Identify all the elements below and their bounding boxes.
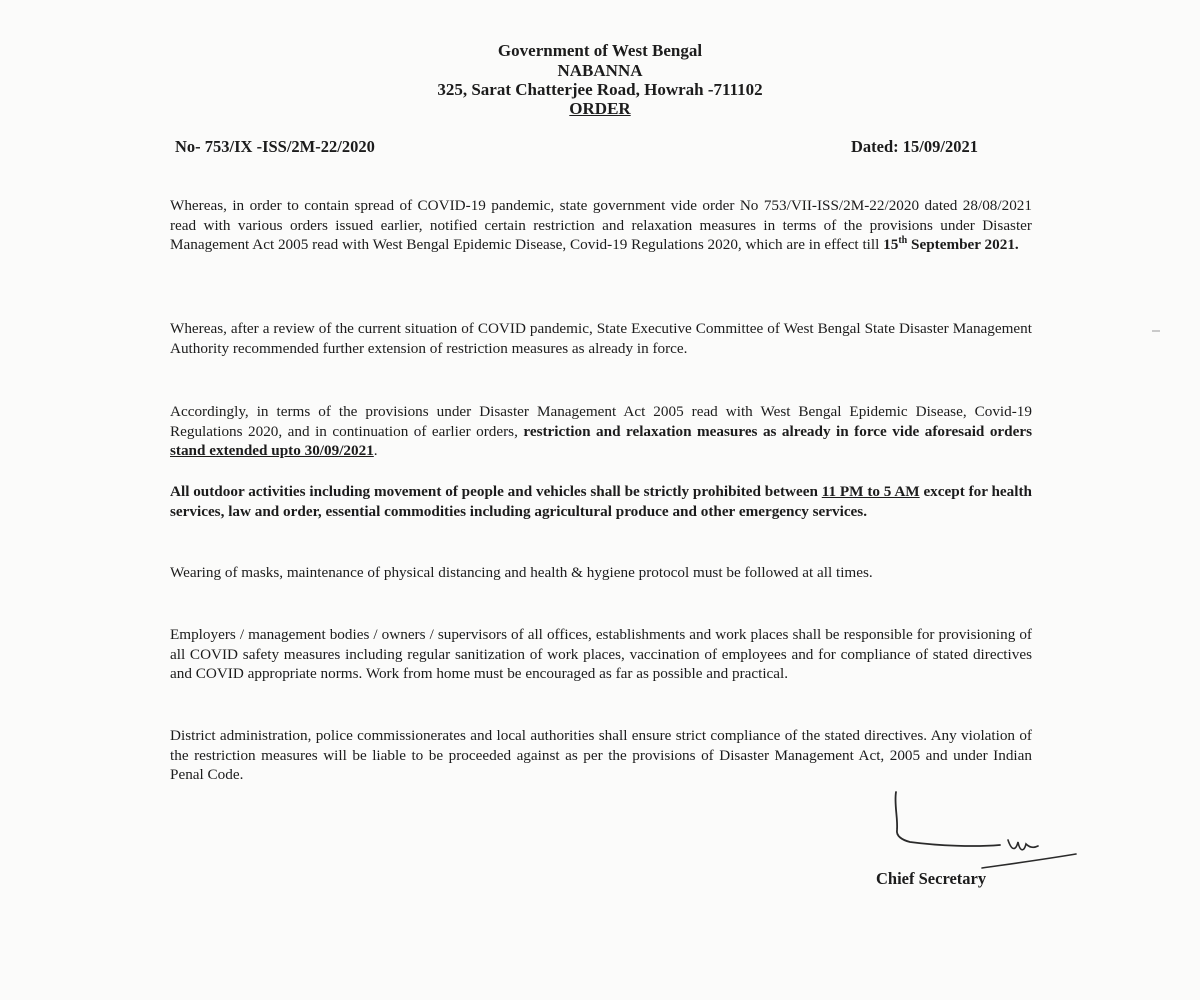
paragraph-text: Wearing of masks, maintenance of physical distancing and health & hygiene protocol must be followed at all times. xyxy=(170,564,873,581)
paragraph-text: District administration, police commissionerates and local authorities shall ensure strict compliance of the stated directives. Any violation of the restriction measures will be liable to be proceeded against as per the provisions of Disaster Management Act, 2005 and under Indian Penal Code. xyxy=(170,727,1032,783)
curfew-text-start: All outdoor activities including movement of people and vehicles shall be strictly prohibited between xyxy=(170,483,822,500)
scan-mark xyxy=(1152,330,1160,332)
paragraph-masks xyxy=(170,563,1032,583)
curfew-hours: 11 PM to 5 AM xyxy=(821,483,920,500)
paragraph-preamble xyxy=(170,196,1032,255)
extension-date: stand extended upto 30/09/2021 xyxy=(170,442,374,459)
paragraph-text: Whereas, in order to contain spread of COVID-19 pandemic, state government vide order No 753/VII-ISS/2M-22/2020 dated 28/08/2021 read with various orders issued earlier, notified certain restriction and relaxation measures in terms of the provisions under Disaster Management Act 2005 read with West Bengal Epidemic Disease, Covid-19 Regulations 2020, which are in effect till xyxy=(170,197,1032,253)
paragraph-review xyxy=(170,319,1032,358)
office-name: NABANNA xyxy=(557,61,643,80)
effective-date-day: 15 xyxy=(883,236,899,253)
extension-clause: restriction and relaxation measures as already in force vide aforesaid orders xyxy=(523,422,1033,440)
effective-date-suffix: th xyxy=(898,234,908,246)
document-type-heading: ORDER xyxy=(569,99,631,118)
paragraph-night-curfew xyxy=(170,482,1032,521)
paragraph-text: Accordingly, in terms of the provisions under Disaster Management Act 2005 read with West Bengal Epidemic Disease, Covid-19 Regulations 2020, and in continuation of earlier orders, xyxy=(170,403,1032,440)
order-date: Dated: 15/09/2021 xyxy=(851,137,978,156)
handwritten-signature xyxy=(880,790,1080,880)
sentence-end: . xyxy=(373,442,378,459)
effective-date-rest: September 2021. xyxy=(907,236,1019,253)
paragraph-text: Whereas, after a review of the current situation of COVID pandemic, State Executive Committee of West Bengal State Disaster Management Authority recommended further extension of restriction measures as already in force. xyxy=(170,320,1032,357)
government-name: Government of West Bengal xyxy=(497,41,703,60)
paragraph-text: Employers / management bodies / owners / supervisors of all offices, establishments and work places shall be responsible for provisioning of all COVID safety measures including regular sanitization of work places, vaccination of employees and for compliance of stated directives and COVID appropriate norms. Work from home must be encouraged as far as possible and practical. xyxy=(170,626,1032,682)
paragraph-enforcement xyxy=(170,726,1032,785)
curfew-text-end: except for health services, law and order, essential commodities including agricultural produce and other emergency services. xyxy=(170,483,1032,520)
paragraph-extension xyxy=(170,402,1032,461)
signatory-designation: Chief Secretary xyxy=(876,869,987,888)
order-number: No- 753/IX -ISS/2M-22/2020 xyxy=(175,137,375,156)
paragraph-employers xyxy=(170,625,1032,684)
office-address: 325, Sarat Chatterjee Road, Howrah -711102 xyxy=(437,80,763,99)
